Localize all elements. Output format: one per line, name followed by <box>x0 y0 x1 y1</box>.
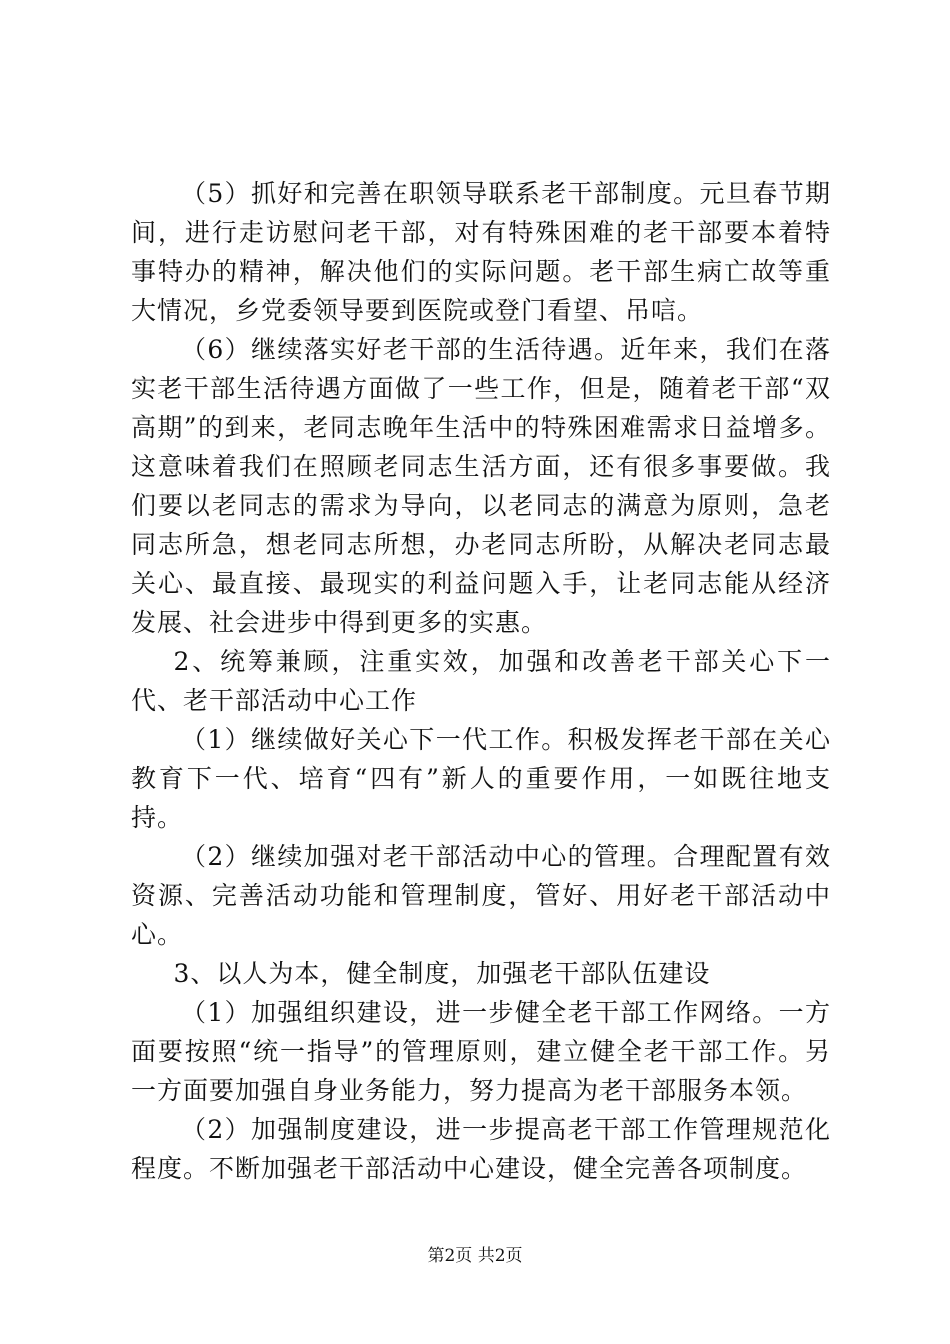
page-number-label: 第2页 共2页 <box>427 1246 523 1266</box>
section-heading-2: 2、统筹兼顾，注重实效，加强和改善老干部关心下一代、老干部活动中心工作 <box>131 647 831 715</box>
page-footer <box>0 1246 950 1266</box>
paragraph-item-5: （5）抓好和完善在职领导联系老干部制度。元旦春节期间，进行走访慰问老干部，对有特殊困难的老干部要本着特事特办的精神，解决他们的实际问题。老干部生病亡故等重大情况，乡党委领导要到医院或登门看望、吊唁。 <box>131 179 831 325</box>
paragraph-item-2-1: （1）继续做好关心下一代工作。积极发挥老干部在关心教育下一代、培育“四有”新人的重要作用，一如既往地支持。 <box>131 725 831 832</box>
paragraph-item-6: （6）继续落实好老干部的生活待遇。近年来，我们在落实老干部生活待遇方面做了一些工作，但是，随着老干部“双高期”的到来，老同志晚年生活中的特殊困难需求日益增多。这意味着我们在照顾老同志生活方面，还有很多事要做。我们要以老同志的需求为导向，以老同志的满意为原则，急老同志所急，想老同志所想，办老同志所盼，从解决老同志最关心、最直接、最现实的利益问题入手，让老同志能从经济发展、社会进步中得到更多的实惠。 <box>131 335 831 637</box>
paragraph-item-3-1: （1）加强组织建设，进一步健全老干部工作网络。一方面要按照“统一指导”的管理原则，建立健全老干部工作。另一方面要加强自身业务能力，努力提高为老干部服务本领。 <box>131 998 831 1105</box>
document-body <box>131 174 831 1188</box>
paragraph-item-2-2: （2）继续加强对老干部活动中心的管理。合理配置有效资源、完善活动功能和管理制度，管好、用好老干部活动中心。 <box>131 842 831 949</box>
section-heading-3: 3、以人为本，健全制度，加强老干部队伍建设 <box>173 959 711 988</box>
paragraph-item-3-2: （2）加强制度建设，进一步提高老干部工作管理规范化程度。不断加强老干部活动中心建设，健全完善各项制度。 <box>131 1115 831 1183</box>
